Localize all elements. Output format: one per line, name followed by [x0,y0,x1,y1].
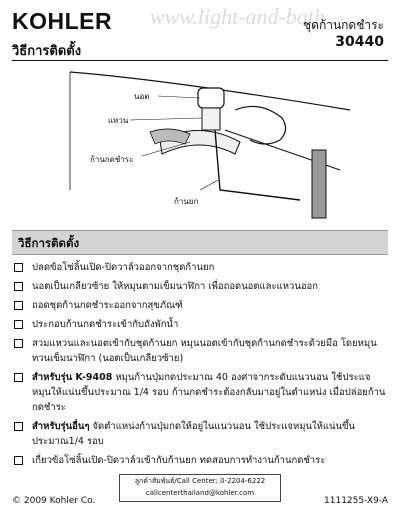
instruction-list [12,260,388,472]
lever-callout-line [200,180,218,190]
checkbox-icon [14,373,23,382]
checkbox-icon [14,339,23,348]
instruction-step: ประกอบก้านกดชำระเข้ากับถังพักน้ำ [12,317,388,332]
installation-diagram [50,70,370,220]
instruction-step: เกี่ยวข้อโซ่ลิ้นเปิด-ปิดวาล์วเข้ากับก้านยก ทดสอบการทำงานก้านกดชำระ [12,453,388,468]
product-name: ชุดก้านกดชำระ [303,18,384,32]
watermark-text: www.light-and-bath [150,4,325,29]
instruction-step: ปลดข้อโซ่ลิ้นเปิด-ปิดวาล์วออกจากชุดก้านยก [12,260,388,275]
checkbox-icon [14,263,23,272]
overflow-tube [312,150,326,218]
call-center-line: ลูกค้าสัมพันธ์/Call Center: 0-2204-6222 [134,477,266,485]
contact-box [119,474,281,502]
section-header [12,230,388,255]
contact-email[interactable]: callcenterthailand@kohler.com [145,489,255,497]
hand-illustration [235,106,286,144]
instruction-step: สวมแหวนและนอตเข้ากับชุดก้านยก หมุนนอตเข้ากับชุดก้านกดชำระด้วยมือ โดยหมุนทวนเข็มนาฬิกา (นอตเป็นเกลียวซ้าย) [12,336,388,366]
section-title: วิธีการติดตั้ง [18,236,80,250]
copyright-text: © 2009 Kohler Co. [12,496,96,506]
instruction-step: สำหรับรุ่นอื่นๆ จัดตำแหน่งก้านปุ่มกดให้อยู่ในแนวนอน ใช้ประแจหมุนให้แน่นขึ้นประมาณ1/4 รอบ [12,419,388,449]
washer-label: แหวน [108,116,129,125]
handle-label: ก้านกดชำระ [90,155,134,164]
washer-part [202,108,220,130]
nut-label: นอต [134,92,150,101]
instruction-step: สำหรับรุ่น K-9408 หมุนก้านปุ่มกดประมาณ 40 องศาจากระดับแนวนอน ใช้ประแจหมุนให้แน่นขึ้นประมาณ 1/4 รอบ ก้านกดชำระต้องกลับมาอยู่ในตำแหน่ง เมื่อปล่อยก้านกดชำระ [12,370,388,415]
washer-callout-line [130,118,202,120]
header-rule [12,60,388,61]
brand-logo: KOHLER [12,8,113,34]
document-number: 1111255-X9-A [324,496,388,506]
product-code: 30440 [335,34,384,50]
instruction-step: ถอดชุดก้านกดชำระออกจากสุขภัณฑ์ [12,298,388,313]
nut-callout-line [158,96,200,98]
document-subtitle: วิธีการติดตั้ง [12,44,82,59]
lever-label: ก้านยก [174,197,199,206]
checkbox-icon [14,422,23,431]
checkbox-icon [14,320,23,329]
checkbox-icon [14,282,23,291]
checkbox-icon [14,456,23,465]
instruction-step: นอตเป็นเกลียวซ้าย ให้หมุนตามเข็มนาฬิกา เพื่อถอดนอตและแหวนออก [12,279,388,294]
nut-part [198,88,224,108]
checkbox-icon [14,301,23,310]
